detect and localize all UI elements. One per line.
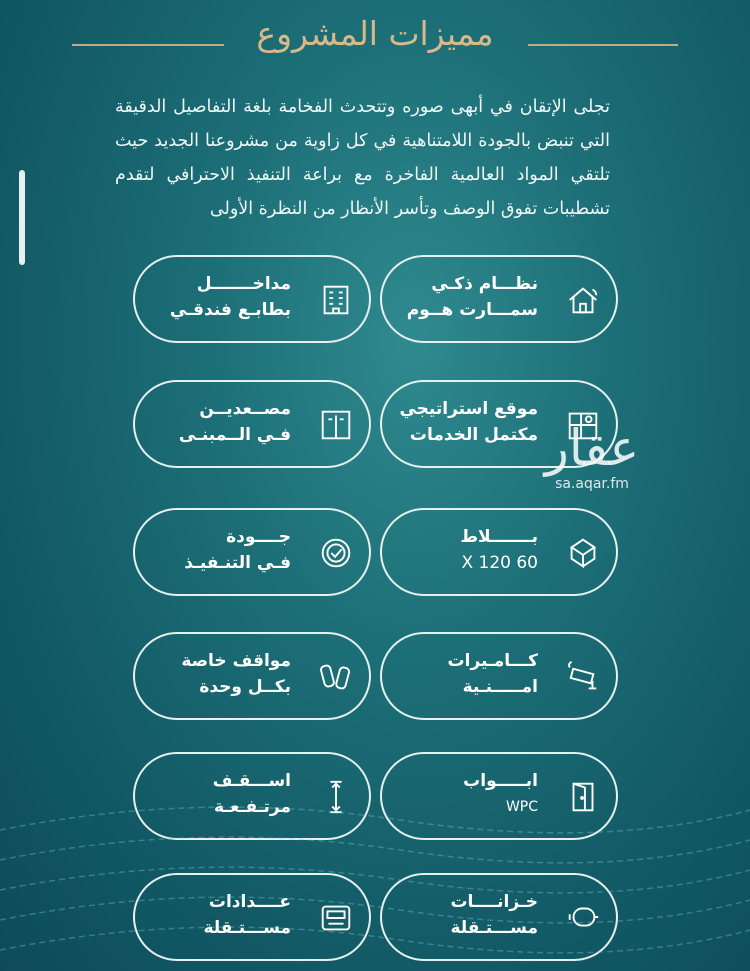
quality-badge-icon (317, 534, 355, 572)
feature-line2: بكــل وحدة (199, 677, 291, 697)
scrollbar[interactable] (19, 170, 25, 265)
feature-line1: عــــدادات (208, 892, 291, 912)
feature-line1: جــــودة (226, 527, 291, 547)
feature-line2: مكتمل الخدمات (409, 425, 538, 445)
building-icon (317, 281, 355, 319)
feature-line1: نظـــام ذكـي (431, 274, 538, 294)
feature-line2: مرتـفـعـة (213, 797, 291, 817)
elevator-icon (317, 406, 355, 444)
feature-line2: مســـتـقلة (450, 918, 538, 938)
smart-home-icon (564, 281, 602, 319)
feature-card-tiles (380, 508, 618, 596)
feature-line2: فـي الــمبنـى (178, 425, 291, 445)
title-divider-left (72, 44, 224, 46)
feature-line1: مداخـــــــل (196, 274, 291, 294)
decorative-wave-lines (0, 770, 750, 971)
feature-line1: ابـــــواب (463, 771, 538, 791)
feature-card-entrances (133, 255, 371, 343)
feature-line2: فـي التنـفيـذ (184, 553, 291, 573)
feature-line1: خـزانــــات (450, 892, 538, 912)
feature-line2: امـــــنـية (462, 677, 538, 697)
feature-card-parking (133, 632, 371, 720)
tiles-icon (564, 534, 602, 572)
intro-paragraph: تجلى الإتقان في أبهى صوره وتتحدث الفخامة بلغة التفاصيل الدقيقة التي تنبض بالجودة اللامتناهية في كل زاوية من مشروعنا الجديد حيث تلتقي المواد العالمية الفاخرة مع براعة التنفيذ الاحترافي لتقدم تشطيبات تفوق الوصف وتأسر الأنظار من النظرة الأولى (115, 97, 610, 219)
feature-line2: سمـــارت هــوم (406, 300, 538, 320)
feature-card-quality (133, 508, 371, 596)
feature-line1: موقع استراتيجي (399, 399, 538, 419)
feature-line1: كـــامـيرات (447, 651, 538, 671)
feature-line2: مســـتـقلة (203, 918, 291, 938)
title-divider-right (528, 44, 678, 46)
watermark-url: sa.aqar.fm (555, 476, 629, 492)
feature-line2: WPC (505, 799, 538, 815)
feature-line2: بطابـع فندقـي (169, 300, 291, 320)
security-camera-icon (564, 658, 602, 696)
feature-line1: بـــــــلاط (460, 527, 538, 547)
feature-line2: 60 X 120 (461, 553, 538, 573)
page-title: مميزات المشروع (256, 14, 494, 53)
feature-card-elevators (133, 380, 371, 468)
feature-card-cameras (380, 632, 618, 720)
feature-line1: اســـقـف (212, 771, 291, 791)
feature-line1: مصــعديــن (199, 399, 291, 419)
parking-cars-icon (317, 658, 355, 696)
feature-line1: مواقف خاصة (181, 651, 291, 671)
aqar-watermark (532, 420, 652, 492)
watermark-logo: عقار (544, 419, 640, 477)
feature-card-smart-home (380, 255, 618, 343)
